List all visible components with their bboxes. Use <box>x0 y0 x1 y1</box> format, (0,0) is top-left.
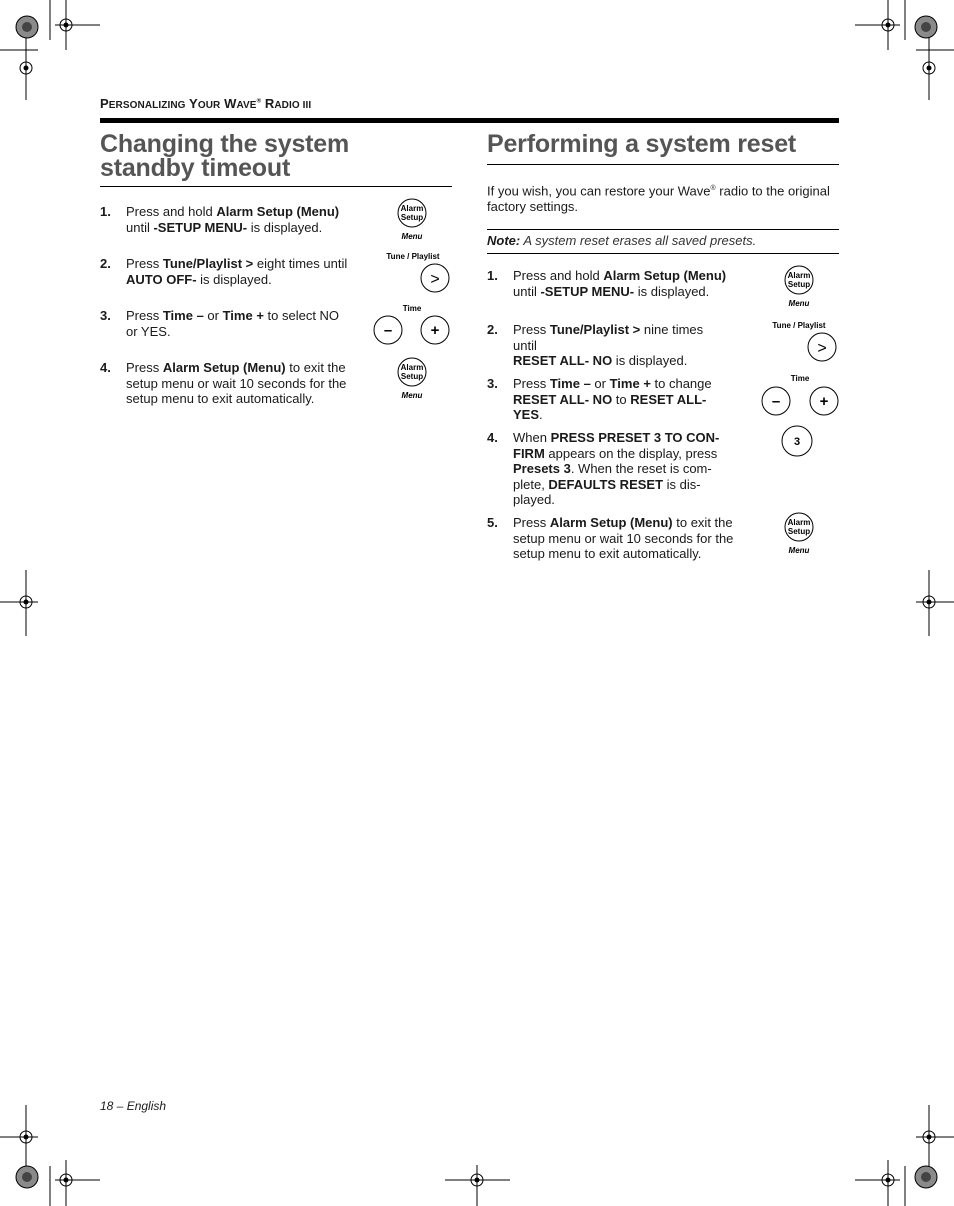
svg-text:Tune / Playlist: Tune / Playlist <box>386 252 440 261</box>
alarm-setup-button-icon <box>394 198 430 242</box>
svg-text:Setup: Setup <box>787 280 811 290</box>
tune-playlist-button-icon <box>765 319 839 363</box>
svg-text:>: > <box>430 271 440 288</box>
svg-text:Menu: Menu <box>788 546 810 556</box>
svg-text:Menu: Menu <box>788 299 810 309</box>
svg-text:Setup: Setup <box>400 213 424 222</box>
svg-text:+: + <box>430 322 440 339</box>
alarm-setup-button-icon <box>394 357 430 401</box>
svg-text:Tune / Playlist: Tune / Playlist <box>772 321 826 331</box>
svg-text:–: – <box>771 393 781 411</box>
svg-text:Time: Time <box>790 374 810 384</box>
reset-intro: If you wish, you can restore your Wave® radio to the original factory settings. <box>487 183 830 215</box>
header-rule <box>100 118 839 123</box>
section-heading-standby: Changing the system standby timeout <box>100 132 452 187</box>
left-column: Changing the system standby timeout 1. Press and hold Alarm Setup (Menu) until -SETUP MENU- is displayed. Alarm Setup Menu 2. Press Tune/Playlist > eight times until AUTO OFF- is displayed. Tune / Playlist > 3. Press Time – or Time + to select NO or YES. Time – + 4. Press Alarm Setup (Menu) to exit the setup menu or wait 10 seconds for the setup menu to exit automatically. Alarm Setup Menu <box>100 132 452 187</box>
svg-text:+: + <box>819 393 829 411</box>
svg-text:Alarm: Alarm <box>787 271 811 281</box>
alarm-setup-button-icon <box>781 512 817 556</box>
svg-text:–: – <box>383 322 393 339</box>
alarm-setup-button-icon <box>781 265 817 309</box>
svg-text:Setup: Setup <box>400 372 424 381</box>
time-buttons-icon <box>370 302 454 348</box>
page-footer: 18 – English <box>100 1099 167 1113</box>
svg-text:Alarm: Alarm <box>787 518 811 528</box>
tune-playlist-button-icon <box>380 250 452 294</box>
reset-note: Note: A system reset erases all saved presets. <box>487 229 839 254</box>
running-header: PERSONALIZING YOUR WAVE® RADIO III <box>100 96 312 111</box>
section-heading-reset: Performing a system reset <box>487 132 839 165</box>
svg-text:Menu: Menu <box>401 232 423 241</box>
svg-text:Alarm: Alarm <box>400 363 424 372</box>
right-column: Performing a system reset If you wish, you can restore your Wave® radio to the original factory settings. Note: A system reset erases all saved presets. 1. Press and hold Alarm Setup (Menu) until -SETUP MENU- is displayed. Alarm Setup Menu 2. Press Tune/Playlist > nine times until RESET ALL- NO is displayed. Tune / Playlist > 3. Press Time – or Time + to change RESET ALL- NO to RESET ALL- YES. Time – + 4. When PRESS PRESET 3 TO CON- FIRM appears on the display, press Presets 3. When the reset is com- plete, DEFAULTS RESET is dis- played. 3 5. Press Alarm Setup (Menu) to exit the setup menu or wait 10 seconds for the setup menu to exit automatically. Alarm Setup Menu <box>487 132 839 254</box>
time-buttons-icon <box>757 372 841 418</box>
svg-text:Alarm: Alarm <box>400 204 424 213</box>
svg-text:Time: Time <box>402 304 422 313</box>
preset-3-button-icon <box>779 424 815 458</box>
svg-text:3: 3 <box>793 436 801 449</box>
svg-text:Menu: Menu <box>401 391 423 400</box>
svg-text:Setup: Setup <box>787 527 811 537</box>
svg-text:>: > <box>817 340 827 358</box>
